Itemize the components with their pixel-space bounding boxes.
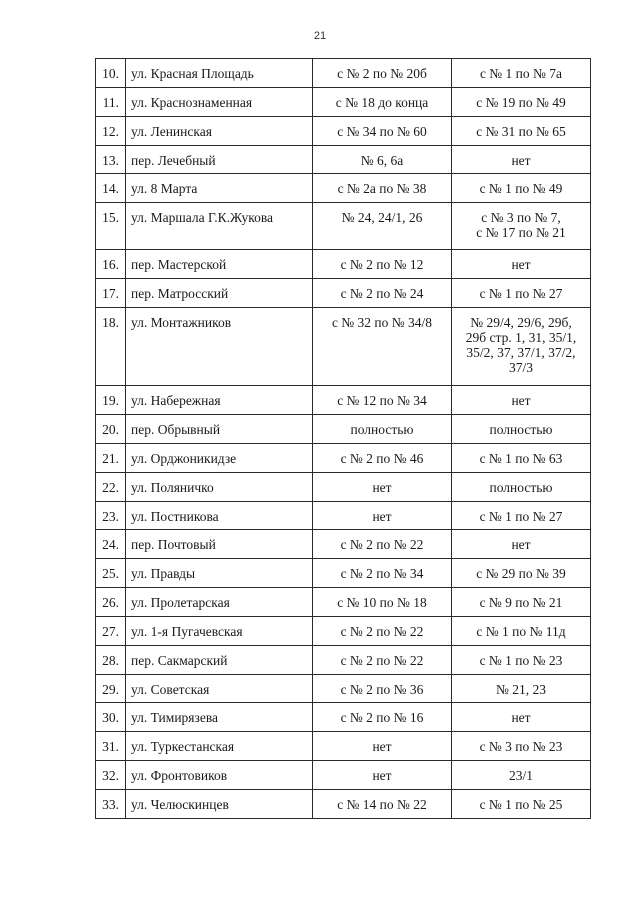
- even-houses-text: полностью: [350, 422, 414, 437]
- street-name-cell: [126, 732, 313, 761]
- street-name-text: ул. Маршала Г.К.Жукова: [131, 210, 274, 225]
- street-name-cell: [126, 279, 313, 308]
- row-number-cell: [96, 790, 126, 819]
- table-row: [96, 588, 591, 617]
- row-number-text: 33.: [102, 797, 119, 812]
- even-houses-cell: [313, 415, 452, 444]
- odd-houses-text: с № 1 по № 11д: [476, 624, 566, 639]
- even-houses-text: № 24, 24/1, 26: [341, 210, 423, 225]
- street-name-cell: [126, 502, 313, 530]
- table-row: [96, 473, 591, 502]
- row-number-text: 31.: [102, 739, 119, 754]
- street-name-text: пер. Сакмарский: [131, 653, 228, 668]
- street-name-cell: [126, 308, 313, 386]
- even-houses-cell: [313, 617, 452, 646]
- row-number-text: 23.: [102, 509, 119, 524]
- row-number-text: 13.: [102, 153, 119, 168]
- row-number-text: 24.: [102, 537, 119, 552]
- table-row: [96, 174, 591, 203]
- street-name-text: пер. Почтовый: [131, 537, 216, 552]
- odd-houses-text: с № 1 по № 23: [479, 653, 563, 668]
- row-number-text: 26.: [102, 595, 119, 610]
- street-name-text: ул. Челюскинцев: [131, 797, 229, 812]
- row-number-cell: [96, 502, 126, 530]
- odd-houses-cell: [452, 203, 591, 250]
- row-number-text: 14.: [102, 181, 119, 196]
- even-houses-text: с № 18 до конца: [335, 95, 429, 110]
- street-name-text: ул. Правды: [131, 566, 196, 581]
- page-number: 21: [313, 30, 327, 42]
- street-name-cell: [126, 415, 313, 444]
- street-name-cell: [126, 790, 313, 819]
- row-number-cell: [96, 250, 126, 279]
- row-number-cell: [96, 732, 126, 761]
- row-number-cell: [96, 59, 126, 88]
- even-houses-cell: [313, 790, 452, 819]
- table-row: [96, 146, 591, 174]
- street-name-text: ул. 8 Марта: [131, 181, 198, 196]
- street-name-text: ул. Фронтовиков: [131, 768, 228, 783]
- table-row: [96, 732, 591, 761]
- row-number-cell: [96, 174, 126, 203]
- row-number-text: 28.: [102, 653, 119, 668]
- table-row: [96, 790, 591, 819]
- even-houses-cell: [313, 279, 452, 308]
- street-name-cell: [126, 675, 313, 703]
- street-name-text: ул. Советская: [131, 682, 210, 697]
- odd-houses-text: с № 1 по № 27: [479, 286, 563, 301]
- street-name-cell: [126, 588, 313, 617]
- even-houses-cell: [313, 203, 452, 250]
- row-number-cell: [96, 703, 126, 732]
- street-name-text: ул. Постникова: [131, 509, 219, 524]
- even-houses-text: № 6, 6а: [360, 153, 404, 168]
- odd-houses-cell: [452, 761, 591, 790]
- even-houses-text: с № 2 по № 24: [340, 286, 424, 301]
- table-row: [96, 88, 591, 117]
- even-houses-text: с № 12 по № 34: [337, 393, 427, 408]
- row-number-cell: [96, 675, 126, 703]
- row-number-text: 10.: [102, 66, 119, 81]
- odd-houses-text: нет: [511, 393, 531, 408]
- row-number-cell: [96, 415, 126, 444]
- even-houses-cell: [313, 174, 452, 203]
- row-number-text: 11.: [102, 95, 119, 110]
- table-row: [96, 646, 591, 675]
- street-name-cell: [126, 559, 313, 588]
- even-houses-text: с № 2 по № 36: [340, 682, 424, 697]
- even-houses-cell: [313, 502, 452, 530]
- odd-houses-cell: [452, 502, 591, 530]
- odd-houses-cell: [452, 117, 591, 146]
- table-row: [96, 530, 591, 559]
- odd-houses-cell: [452, 146, 591, 174]
- table-body: [96, 59, 591, 819]
- row-number-text: 30.: [102, 710, 119, 725]
- row-number-cell: [96, 203, 126, 250]
- street-name-cell: [126, 146, 313, 174]
- street-name-text: ул. Тимирязева: [131, 710, 219, 725]
- odd-houses-cell: [452, 559, 591, 588]
- row-number-cell: [96, 117, 126, 146]
- row-number-cell: [96, 386, 126, 415]
- odd-houses-text: с № 19 по № 49: [476, 95, 566, 110]
- street-name-text: пер. Мастерской: [131, 257, 227, 272]
- odd-houses-cell: [452, 617, 591, 646]
- even-houses-text: нет: [372, 509, 392, 524]
- street-name-cell: [126, 617, 313, 646]
- street-name-text: ул. 1-я Пугачевская: [131, 624, 243, 639]
- odd-houses-text: с № 3 по № 23: [479, 739, 563, 754]
- odd-houses-cell: [452, 790, 591, 819]
- table-row: [96, 279, 591, 308]
- even-houses-cell: [313, 146, 452, 174]
- street-name-text: ул. Туркестанская: [131, 739, 235, 754]
- even-houses-text: с № 2 по № 22: [340, 653, 424, 668]
- odd-houses-text: с № 9 по № 21: [479, 595, 563, 610]
- even-houses-cell: [313, 250, 452, 279]
- odd-houses-cell: [452, 703, 591, 732]
- street-name-text: пер. Лечебный: [131, 153, 216, 168]
- street-name-text: ул. Красная Площадь: [131, 66, 254, 81]
- even-houses-text: с № 2 по № 16: [340, 710, 424, 725]
- odd-houses-text: с № 1 по № 25: [479, 797, 563, 812]
- even-houses-text: с № 10 по № 18: [337, 595, 427, 610]
- even-houses-cell: [313, 386, 452, 415]
- odd-houses-cell: [452, 308, 591, 386]
- street-name-text: ул. Набережная: [131, 393, 221, 408]
- odd-houses-text: нет: [511, 257, 531, 272]
- row-number-cell: [96, 473, 126, 502]
- table-row: [96, 386, 591, 415]
- street-name-cell: [126, 646, 313, 675]
- street-name-text: пер. Матросский: [131, 286, 229, 301]
- even-houses-cell: [313, 559, 452, 588]
- row-number-cell: [96, 530, 126, 559]
- table-row: [96, 59, 591, 88]
- row-number-text: 20.: [102, 422, 119, 437]
- row-number-cell: [96, 88, 126, 117]
- even-houses-text: нет: [372, 739, 392, 754]
- row-number-cell: [96, 617, 126, 646]
- odd-houses-cell: [452, 174, 591, 203]
- odd-houses-text: с № 3 по № 7, с № 17 по № 21: [476, 210, 566, 240]
- table-row: [96, 203, 591, 250]
- even-houses-cell: [313, 588, 452, 617]
- odd-houses-cell: [452, 386, 591, 415]
- row-number-cell: [96, 588, 126, 617]
- row-number-text: 12.: [102, 124, 119, 139]
- row-number-cell: [96, 308, 126, 386]
- street-name-cell: [126, 203, 313, 250]
- street-name-text: ул. Краснознаменная: [131, 95, 253, 110]
- row-number-cell: [96, 646, 126, 675]
- even-houses-cell: [313, 117, 452, 146]
- odd-houses-text: с № 31 по № 65: [476, 124, 566, 139]
- odd-houses-text: нет: [511, 710, 531, 725]
- even-houses-text: с № 2 по № 46: [340, 451, 424, 466]
- odd-houses-text: 23/1: [508, 768, 533, 783]
- row-number-cell: [96, 444, 126, 473]
- odd-houses-cell: [452, 415, 591, 444]
- row-number-text: 29.: [102, 682, 119, 697]
- street-name-cell: [126, 117, 313, 146]
- table-row: [96, 761, 591, 790]
- odd-houses-cell: [452, 675, 591, 703]
- odd-houses-text: с № 29 по № 39: [476, 566, 566, 581]
- row-number-text: 22.: [102, 480, 119, 495]
- odd-houses-cell: [452, 59, 591, 88]
- even-houses-cell: [313, 88, 452, 117]
- odd-houses-cell: [452, 279, 591, 308]
- odd-houses-text: полностью: [489, 422, 553, 437]
- row-number-cell: [96, 279, 126, 308]
- even-houses-text: с № 2 по № 12: [340, 257, 424, 272]
- street-name-cell: [126, 703, 313, 732]
- even-houses-cell: [313, 59, 452, 88]
- even-houses-cell: [313, 530, 452, 559]
- street-name-text: ул. Ленинская: [131, 124, 212, 139]
- row-number-cell: [96, 146, 126, 174]
- odd-houses-text: с № 1 по № 27: [479, 509, 563, 524]
- odd-houses-text: нет: [511, 537, 531, 552]
- street-name-cell: [126, 250, 313, 279]
- even-houses-text: с № 34 по № 60: [337, 124, 427, 139]
- row-number-cell: [96, 761, 126, 790]
- even-houses-cell: [313, 646, 452, 675]
- table-row: [96, 444, 591, 473]
- table-row: [96, 415, 591, 444]
- row-number-text: 18.: [102, 315, 119, 330]
- odd-houses-text: нет: [511, 153, 531, 168]
- even-houses-cell: [313, 444, 452, 473]
- street-name-text: ул. Пролетарская: [131, 595, 230, 610]
- even-houses-cell: [313, 473, 452, 502]
- even-houses-cell: [313, 675, 452, 703]
- row-number-text: 21.: [102, 451, 119, 466]
- even-houses-text: с № 2 по № 34: [340, 566, 424, 581]
- even-houses-text: с № 2 по № 22: [340, 624, 424, 639]
- table-row: [96, 703, 591, 732]
- street-name-text: ул. Поляничко: [131, 480, 214, 495]
- row-number-text: 27.: [102, 624, 119, 639]
- table-row: [96, 308, 591, 386]
- street-name-cell: [126, 174, 313, 203]
- even-houses-cell: [313, 761, 452, 790]
- odd-houses-cell: [452, 88, 591, 117]
- row-number-text: 32.: [102, 768, 119, 783]
- table-row: [96, 502, 591, 530]
- table-row: [96, 250, 591, 279]
- street-name-cell: [126, 530, 313, 559]
- odd-houses-cell: [452, 530, 591, 559]
- street-name-text: пер. Обрывный: [131, 422, 221, 437]
- even-houses-text: с № 32 по № 34/8: [331, 315, 433, 330]
- street-name-cell: [126, 88, 313, 117]
- odd-houses-cell: [452, 444, 591, 473]
- odd-houses-text: с № 1 по № 49: [479, 181, 563, 196]
- row-number-text: 16.: [102, 257, 119, 272]
- odd-houses-text: полностью: [489, 480, 553, 495]
- even-houses-text: с № 2а по № 38: [337, 181, 427, 196]
- street-name-cell: [126, 761, 313, 790]
- even-houses-cell: [313, 703, 452, 732]
- table-row: [96, 617, 591, 646]
- odd-houses-text: № 21, 23: [495, 682, 546, 697]
- row-number-cell: [96, 559, 126, 588]
- row-number-text: 15.: [102, 210, 119, 225]
- street-name-text: ул. Монтажников: [131, 315, 232, 330]
- street-name-cell: [126, 473, 313, 502]
- odd-houses-cell: [452, 250, 591, 279]
- odd-houses-cell: [452, 588, 591, 617]
- street-name-cell: [126, 444, 313, 473]
- street-name-cell: [126, 59, 313, 88]
- odd-houses-text: с № 1 по № 63: [479, 451, 563, 466]
- even-houses-cell: [313, 732, 452, 761]
- row-number-text: 19.: [102, 393, 119, 408]
- odd-houses-cell: [452, 646, 591, 675]
- table-row: [96, 559, 591, 588]
- even-houses-text: нет: [372, 480, 392, 495]
- street-name-text: ул. Орджоникидзе: [131, 451, 237, 466]
- row-number-text: 17.: [102, 286, 119, 301]
- even-houses-text: с № 2 по № 20б: [337, 66, 427, 81]
- odd-houses-cell: [452, 732, 591, 761]
- table-row: [96, 675, 591, 703]
- even-houses-text: с № 2 по № 22: [340, 537, 424, 552]
- odd-houses-cell: [452, 473, 591, 502]
- even-houses-cell: [313, 308, 452, 386]
- streets-table: [95, 58, 591, 819]
- odd-houses-text: № 29/4, 29/6, 29б, 29б стр. 1, 31, 35/1, 35/2, 37, 37/1, 37/2, 37/3: [465, 315, 577, 375]
- odd-houses-text: с № 1 по № 7а: [479, 66, 563, 81]
- even-houses-text: с № 14 по № 22: [337, 797, 427, 812]
- table-row: [96, 117, 591, 146]
- even-houses-text: нет: [372, 768, 392, 783]
- row-number-text: 25.: [102, 566, 119, 581]
- street-name-cell: [126, 386, 313, 415]
